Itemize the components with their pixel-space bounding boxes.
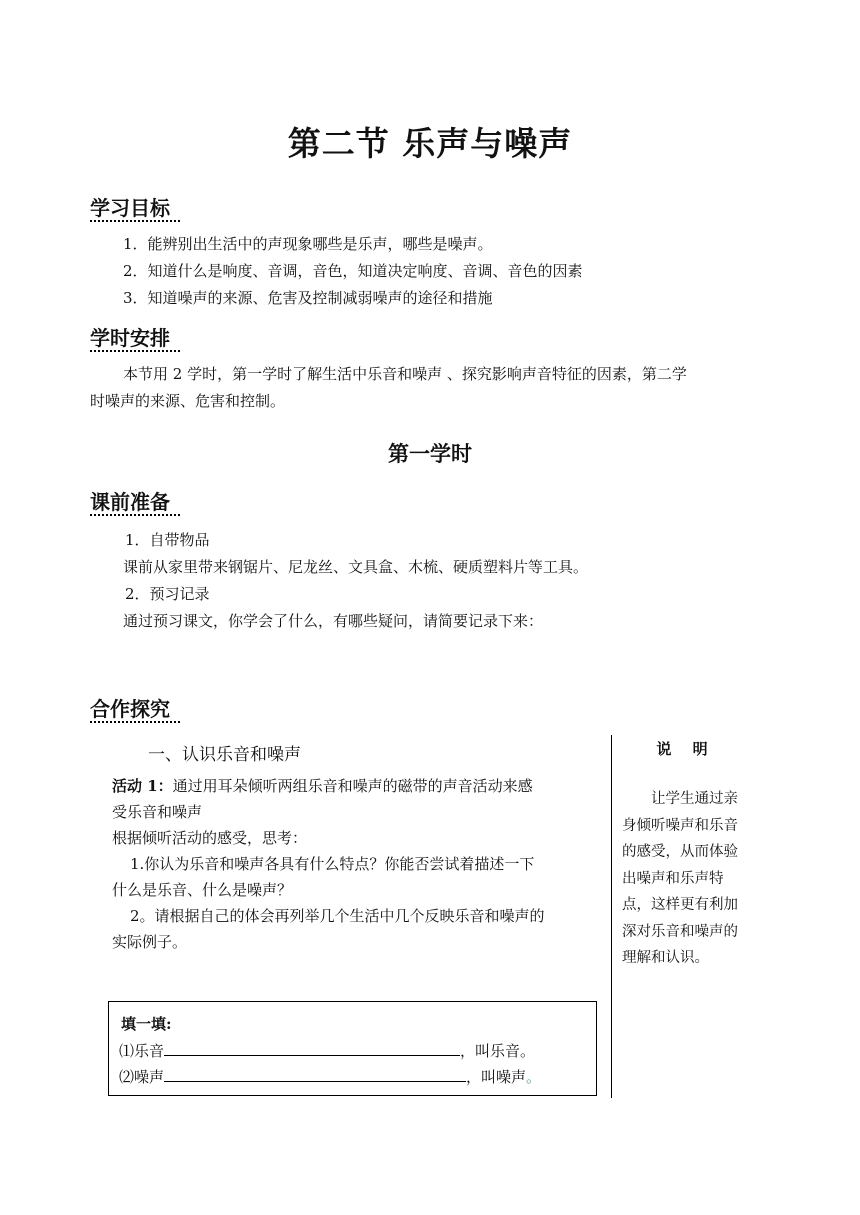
- note-heading: 说 明: [656, 740, 716, 758]
- preparation-line: 1．自带物品: [125, 531, 210, 549]
- question-2-cont: 实际例子。: [112, 933, 188, 951]
- fill-item-2-suffix: ，叫噪声: [466, 1068, 527, 1086]
- fill-item-2: [119, 1065, 541, 1087]
- fill-blank-1[interactable]: [164, 1039, 460, 1056]
- question-2: 2。请根据自己的体会再列举几个生活中几个反映乐音和噪声的: [130, 907, 545, 925]
- activity-text: 通过用耳朵倾听两组乐音和噪声的磁带的声音活动来感: [172, 777, 533, 795]
- schedule-line-2: 时噪声的来源、危害和控制。: [90, 392, 286, 410]
- note-text: 让学生通过亲身倾听噪声和乐音的感受，从而体验出噪声和乐声特点，这样更有利加深对乐音和噪声的理解和认识。: [622, 791, 738, 966]
- objective-item: 3．知道噪声的来源、危害及控制减弱噪声的途径和措施: [123, 289, 493, 307]
- column-divider: [611, 735, 612, 1098]
- activity-label: 活动 1：: [112, 777, 173, 795]
- first-period-heading: 第一学时: [388, 442, 472, 466]
- objectives-list: [123, 231, 583, 312]
- objectives-heading: 学习目标: [90, 196, 180, 222]
- fill-item-1: [119, 1039, 535, 1061]
- preparation-heading: 课前准备: [90, 490, 180, 516]
- think-prompt: 根据倾听活动的感受，思考：: [112, 829, 308, 847]
- fill-heading: 填一填:: [121, 1015, 172, 1033]
- page-title: 第二节 乐声与噪声: [287, 124, 573, 163]
- objective-item: 1．能辨别出生活中的声现象哪些是乐声，哪些是噪声。: [123, 235, 493, 253]
- preparation-list: [123, 527, 588, 635]
- schedule-line-1: 本节用 2 学时，第一学时了解生活中乐音和噪声 、探究影响声音特征的因素，第二学: [123, 365, 687, 383]
- fill-blank-2[interactable]: [164, 1065, 466, 1082]
- section-subheading: 一、认识乐音和噪声: [148, 745, 301, 765]
- fill-in-box: [108, 1001, 597, 1096]
- cooperation-heading: 合作探究: [90, 697, 180, 723]
- activity-block: [112, 773, 607, 955]
- schedule-heading: 学时安排: [90, 326, 180, 352]
- preparation-line: 课前从家里带来钢锯片、尼龙丝、文具盒、木梳、硬质塑料片等工具。: [123, 558, 589, 576]
- preparation-line: 通过预习课文，你学会了什么，有哪些疑问，请简要记录下来：: [123, 612, 544, 630]
- question-1-cont: 什么是乐音、什么是噪声？: [112, 881, 293, 899]
- question-1: 1.你认为乐音和噪声各具有什么特点？你能否尝试着描述一下: [130, 855, 535, 873]
- fill-item-2-end: 。: [526, 1068, 542, 1086]
- fill-item-1-prefix: ⑴乐音: [119, 1042, 165, 1060]
- activity-text-cont: 受乐音和噪声: [112, 803, 203, 821]
- fill-item-2-prefix: ⑵噪声: [119, 1068, 165, 1086]
- preparation-line: 2．预习记录: [125, 585, 210, 603]
- objective-item: 2．知道什么是响度、音调，音色，知道决定响度、音调、音色的因素: [123, 262, 583, 280]
- fill-item-1-suffix: ，叫乐音。: [460, 1042, 536, 1060]
